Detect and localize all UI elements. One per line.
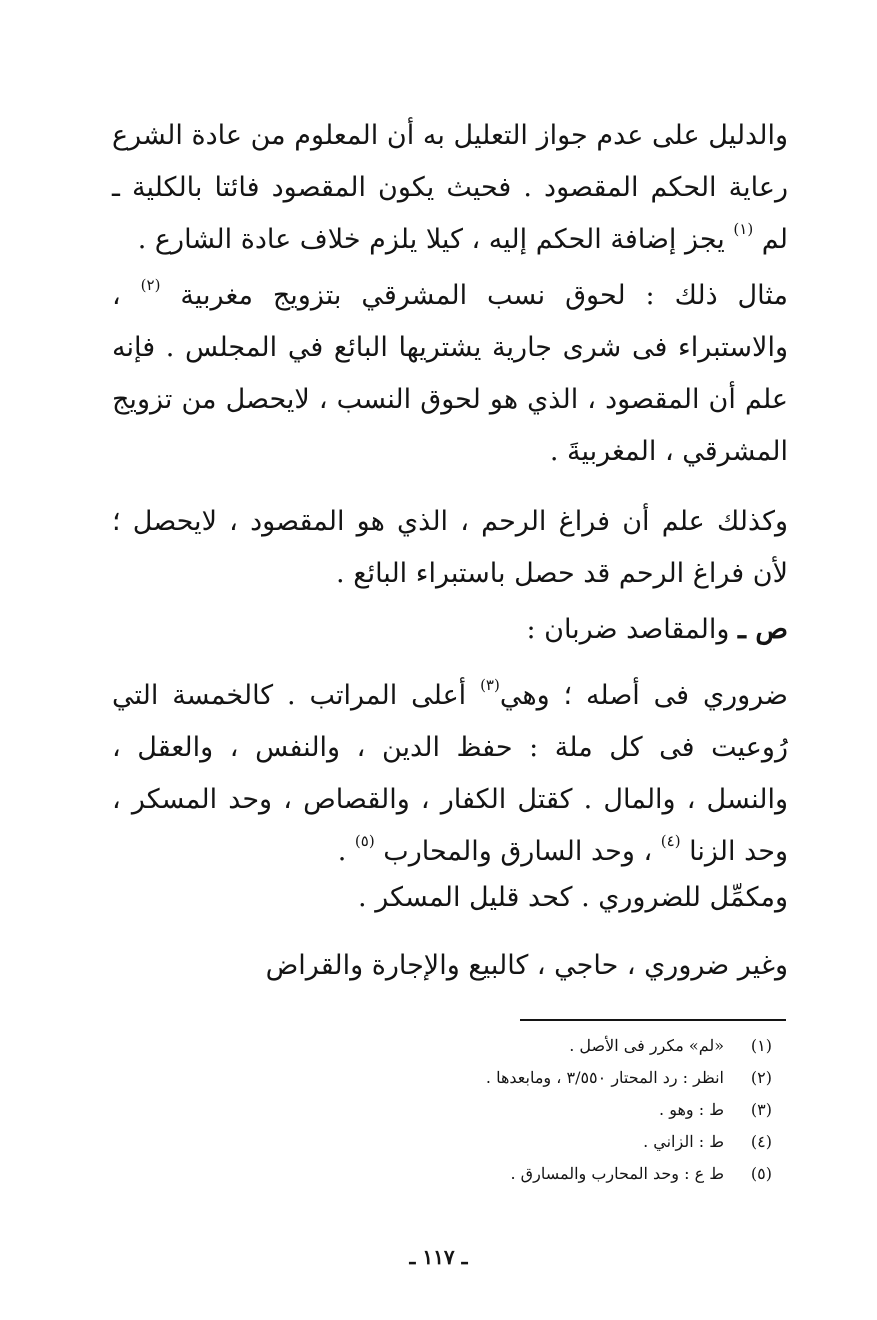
- page-number: ـ ١١٧ ـ: [409, 1245, 468, 1269]
- paragraph-non-necessary: [112, 940, 788, 992]
- paragraph-text: ، والاستبراء فى شرى جارية يشتريها البائع في المجلس . فإنه علم أن المقصود ، الذي هو لحوق النسب ، لايحصل من تزويج المشرقي ، المغربيةَ .: [112, 280, 788, 467]
- footnote-number: (٥): [750, 1164, 772, 1183]
- paragraph-text: يجز إضافة الحكم إليه ، كيلا يلزم خلاف عادة الشارع .: [137, 224, 725, 255]
- paragraph-text: ضروري فى أصله ؛ وهي: [499, 680, 788, 711]
- footnotes-list: [300, 1030, 772, 1190]
- footnote-text: ط : الزاني .: [643, 1132, 724, 1151]
- footnote-text: انظر : رد المحتار ٣/٥٥٠ ، ومابعدها .: [485, 1068, 724, 1087]
- footnote-reference: (٥): [354, 832, 375, 850]
- footnote-number: (١): [750, 1036, 772, 1055]
- paragraph-text: وغير ضروري ، حاجي ، كالبيع والإجارة والقراض: [265, 950, 788, 981]
- footnote-reference: (٢): [140, 276, 161, 294]
- paragraph-necessary: [112, 670, 788, 878]
- paragraph-heading-objectives: [112, 604, 788, 656]
- footnote-number: (٣): [750, 1100, 772, 1119]
- footnote-reference: (٤): [660, 832, 681, 850]
- footnote-text: ط : وهو .: [659, 1100, 724, 1119]
- footnote-reference: (٣): [480, 676, 500, 694]
- paragraph-text: مثال ذلك : لحوق نسب المشرقي بتزويج مغربية: [180, 280, 788, 311]
- section-marker: ص ـ: [738, 614, 788, 645]
- footnote-item: [300, 1158, 772, 1190]
- footnote-text: «لم» مكرر فى الأصل .: [569, 1036, 724, 1055]
- footnote-item: [300, 1094, 772, 1126]
- footnote-separator: [520, 1019, 786, 1021]
- paragraph-text: ، وحد السارق والمحارب: [383, 836, 653, 867]
- paragraph-reasoning: [112, 110, 788, 266]
- footnote-number: (٢): [750, 1068, 772, 1087]
- paragraph-complementary: [112, 872, 788, 924]
- paragraph-text: ومكمِّل للضروري . كحد قليل المسكر .: [358, 882, 788, 913]
- paragraph-text: أعلى المراتب . كالخمسة التي رُوعيت فى كل ملة : حفظ الدين ، والنفس ، والعقل ، والنسل ، والمال . كقتل الكفار ، والقصاص ، وحد المسكر ، وحد الزنا: [112, 680, 788, 867]
- paragraph-text: والدليل على عدم جواز التعليل به أن المعلوم من عادة الشرع رعاية الحكم المقصود . فحيث يكون المقصود فائتا بالكلية ـ لم: [112, 120, 788, 255]
- footnote-number: (٤): [750, 1132, 772, 1151]
- footnote-item: [300, 1126, 772, 1158]
- footnote-item: [300, 1030, 772, 1062]
- footnote-reference: (١): [733, 220, 754, 238]
- paragraph-text: وكذلك علم أن فراغ الرحم ، الذي هو المقصود ، لايحصل ؛ لأن فراغ الرحم قد حصل باستبراء البائع .: [112, 506, 788, 589]
- paragraph-likewise: [112, 496, 788, 600]
- footnote-item: [300, 1062, 772, 1094]
- footnote-text: ط ع : وحد المحارب والمسارق .: [510, 1164, 724, 1183]
- paragraph-text: والمقاصد ضربان :: [526, 614, 730, 645]
- paragraph-text: .: [337, 836, 347, 867]
- paragraph-example: [112, 270, 788, 478]
